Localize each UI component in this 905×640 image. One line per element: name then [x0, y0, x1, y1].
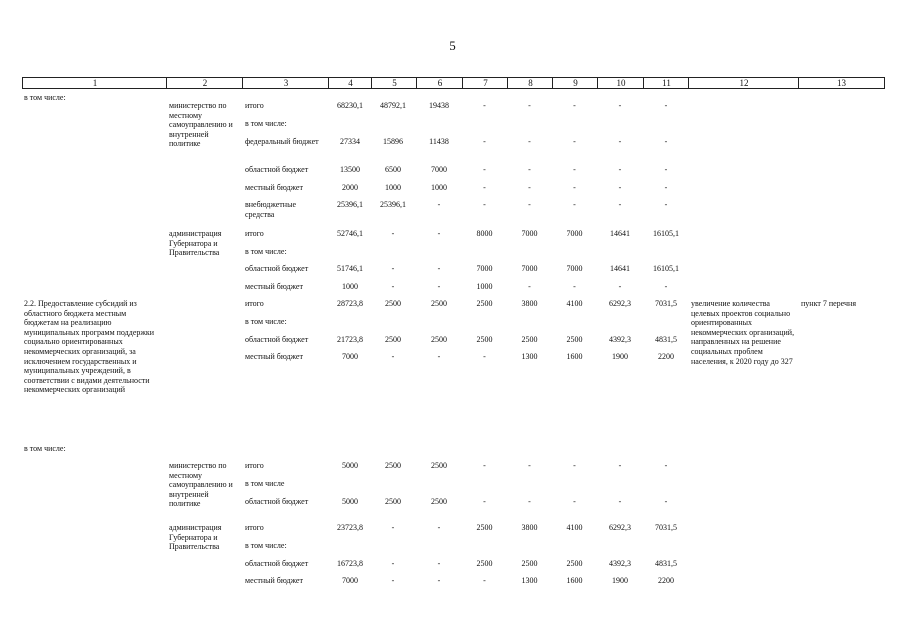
row-value-col9: -: [573, 497, 576, 506]
row-value-col10: 6292,3: [609, 523, 631, 532]
row-value-col7: -: [483, 183, 486, 192]
row-value-col11: -: [664, 137, 668, 146]
row-value-col4: 5000: [342, 461, 358, 470]
row-value-col11: 7031,5: [655, 299, 677, 308]
row-value-col10: 14641: [610, 264, 630, 273]
row-value-col11: -: [664, 497, 668, 506]
row-value-col9: 1600: [566, 576, 583, 585]
row-value-col5: 48792,1: [380, 101, 406, 110]
row-value-col10: -: [618, 183, 622, 192]
row-value-col11: -: [664, 282, 668, 291]
row-funding-source: внебюджетные средства: [245, 200, 296, 219]
row-value-col8: 1300: [521, 576, 538, 585]
row-value-col4: 52746,1: [337, 229, 363, 238]
row-value-col4: 5000: [342, 497, 358, 506]
row-value-col6: 11438: [429, 137, 449, 146]
row-value-col7: 8000: [476, 229, 493, 238]
row-item-name: 2.2. Предоставление субсидий из областного бюджета местным бюджетам на реализацию муниципальных программ поддержки социально ориентированных некоммерческих организаций, за исключением государственных и муниципальных учреждений, в соответствии с видами деятельности некоммерческих организаций: [24, 299, 155, 395]
row-value-col11: -: [664, 200, 668, 209]
column-header-12: 12: [688, 77, 799, 89]
row-value-col5: 1000: [385, 183, 401, 192]
row-value-col8: 2500: [521, 335, 538, 344]
column-header-1: 1: [22, 77, 167, 89]
row-funding-source: областной бюджет: [245, 497, 309, 506]
row-executor: министерство по местному самоуправлению и внутренней политике: [169, 101, 233, 149]
row-funding-source: федеральный бюджет: [245, 137, 319, 146]
row-value-col9: 4100: [566, 299, 583, 308]
row-value-col4: 7000: [342, 352, 358, 361]
row-value-col9: -: [573, 200, 576, 209]
row-value-col10: -: [618, 282, 622, 291]
row-value-col9: -: [573, 183, 576, 192]
row-value-col6: -: [437, 200, 441, 209]
row-value-col6: 2500: [431, 461, 447, 470]
row-funding-source: итого: [245, 101, 264, 110]
row-value-col5: 2500: [385, 461, 401, 470]
row-value-col5: -: [391, 559, 395, 568]
row-value-col7: -: [483, 461, 486, 470]
row-funding-source: местный бюджет: [245, 576, 303, 585]
row-value-col4: 28723,8: [337, 299, 363, 308]
row-value-col10: -: [618, 200, 622, 209]
row-funding-source: областной бюджет: [245, 264, 309, 273]
row-value-col11: 16105,1: [653, 264, 679, 273]
row-value-col9: 7000: [566, 229, 583, 238]
row-value-col6: -: [437, 264, 441, 273]
column-header-9: 9: [552, 77, 598, 89]
row-value-col7: 1000: [476, 282, 493, 291]
row-funding-source: итого: [245, 461, 264, 470]
column-header-13: 13: [798, 77, 885, 89]
row-value-col11: 2200: [658, 352, 674, 361]
row-value-col4: 68230,1: [337, 101, 363, 110]
row-funding-source: итого: [245, 229, 264, 238]
row-value-col11: -: [664, 183, 668, 192]
row-value-col4: 2000: [342, 183, 358, 192]
row-item-name: в том числе:: [24, 93, 66, 102]
row-funding-source: местный бюджет: [245, 282, 303, 291]
row-value-col9: 7000: [566, 264, 583, 273]
row-funding-source: в том числе:: [245, 317, 287, 326]
row-value-col6: -: [437, 229, 441, 238]
row-value-col10: 1900: [612, 352, 628, 361]
row-value-col10: -: [618, 101, 622, 110]
row-value-col8: -: [528, 461, 531, 470]
row-value-col9: -: [573, 282, 576, 291]
row-value-col8: -: [528, 165, 531, 174]
row-value-col7: 2500: [476, 559, 493, 568]
row-executor: министерство по местному самоуправлению и внутренней политике: [169, 461, 233, 509]
row-value-col5: 2500: [385, 335, 401, 344]
row-value-col7: -: [483, 137, 486, 146]
row-value-col7: 2500: [476, 299, 493, 308]
row-value-col6: -: [437, 523, 441, 532]
row-executor: администрация Губернатора и Правительства: [169, 523, 222, 552]
row-value-col6: -: [437, 559, 441, 568]
row-value-col6: 1000: [431, 183, 447, 192]
row-value-col11: 4831,5: [655, 335, 677, 344]
row-value-col4: 25396,1: [337, 200, 363, 209]
row-value-col10: 6292,3: [609, 299, 631, 308]
row-value-col4: 21723,8: [337, 335, 363, 344]
row-value-col7: 7000: [476, 264, 493, 273]
row-funding-source: в том числе:: [245, 119, 287, 128]
row-value-col8: -: [528, 183, 531, 192]
row-funding-source: итого: [245, 523, 264, 532]
row-value-col8: -: [528, 101, 531, 110]
row-funding-source: областной бюджет: [245, 335, 309, 344]
row-value-col10: 4392,3: [609, 559, 631, 568]
row-value-col10: 4392,3: [609, 335, 631, 344]
row-value-col9: -: [573, 461, 576, 470]
row-indicator: увеличение количества целевых проектов социально ориентированных некоммерческих организаций, направленных на решение социальных проблем населения, к 2020 году до 327: [691, 299, 795, 366]
row-value-col10: -: [618, 137, 622, 146]
row-reference: пункт 7 перечня: [801, 299, 857, 308]
row-value-col4: 1000: [342, 282, 358, 291]
row-value-col6: 2500: [431, 497, 447, 506]
row-value-col6: 2500: [431, 299, 447, 308]
row-value-col10: 14641: [610, 229, 630, 238]
row-value-col10: -: [618, 497, 622, 506]
row-value-col8: -: [528, 137, 531, 146]
page-number: 5: [449, 38, 456, 53]
row-value-col5: 6500: [385, 165, 401, 174]
row-value-col6: 19438: [429, 101, 449, 110]
row-value-col6: -: [437, 576, 441, 585]
row-value-col5: -: [391, 352, 395, 361]
row-value-col7: 2500: [476, 523, 493, 532]
row-value-col6: 7000: [431, 165, 447, 174]
row-value-col11: 2200: [658, 576, 674, 585]
row-value-col9: 2500: [566, 335, 583, 344]
column-header-4: 4: [328, 77, 372, 89]
row-value-col10: 1900: [612, 576, 628, 585]
row-value-col9: 4100: [566, 523, 583, 532]
row-value-col8: 3800: [521, 523, 538, 532]
row-value-col5: -: [391, 576, 395, 585]
row-funding-source: в том числе: [245, 479, 285, 488]
row-value-col4: 23723,8: [337, 523, 363, 532]
row-value-col7: -: [483, 200, 486, 209]
row-value-col11: 16105,1: [653, 229, 679, 238]
row-value-col9: -: [573, 137, 576, 146]
row-value-col8: 1300: [521, 352, 538, 361]
row-value-col7: -: [483, 352, 486, 361]
row-value-col8: 7000: [521, 229, 538, 238]
row-value-col8: 2500: [521, 559, 538, 568]
row-value-col8: 7000: [521, 264, 538, 273]
row-value-col11: 4831,5: [655, 559, 677, 568]
row-value-col8: 3800: [521, 299, 538, 308]
row-value-col8: -: [528, 200, 531, 209]
row-item-name: в том числе:: [24, 444, 66, 453]
row-value-col5: -: [391, 264, 395, 273]
row-value-col7: 2500: [476, 335, 493, 344]
row-value-col4: 27334: [340, 137, 360, 146]
row-value-col10: -: [618, 461, 622, 470]
row-value-col5: -: [391, 229, 395, 238]
row-value-col4: 16723,8: [337, 559, 363, 568]
row-funding-source: областной бюджет: [245, 559, 309, 568]
column-header-8: 8: [507, 77, 553, 89]
row-value-col6: -: [437, 352, 441, 361]
row-value-col8: -: [528, 497, 531, 506]
row-value-col7: -: [483, 497, 486, 506]
row-value-col4: 13500: [340, 165, 360, 174]
row-value-col5: 15896: [383, 137, 403, 146]
column-header-7: 7: [462, 77, 508, 89]
row-value-col9: -: [573, 101, 576, 110]
row-funding-source: в том числе:: [245, 541, 287, 550]
row-value-col9: -: [573, 165, 576, 174]
column-header-11: 11: [643, 77, 689, 89]
row-value-col6: -: [437, 282, 441, 291]
row-value-col7: -: [483, 101, 486, 110]
row-value-col4: 7000: [342, 576, 358, 585]
row-value-col11: -: [664, 461, 668, 470]
column-header-10: 10: [597, 77, 644, 89]
row-funding-source: местный бюджет: [245, 183, 303, 192]
column-header-5: 5: [371, 77, 417, 89]
column-header-2: 2: [166, 77, 243, 89]
row-value-col8: -: [528, 282, 531, 291]
row-value-col6: 2500: [431, 335, 447, 344]
row-value-col5: 25396,1: [380, 200, 406, 209]
row-value-col9: 2500: [566, 559, 583, 568]
row-value-col7: -: [483, 576, 486, 585]
row-value-col5: -: [391, 282, 395, 291]
row-value-col10: -: [618, 165, 622, 174]
row-value-col5: 2500: [385, 497, 401, 506]
row-funding-source: местный бюджет: [245, 352, 303, 361]
row-funding-source: в том числе:: [245, 247, 287, 256]
row-value-col4: 51746,1: [337, 264, 363, 273]
column-header-6: 6: [416, 77, 463, 89]
row-value-col11: -: [664, 101, 668, 110]
row-funding-source: областной бюджет: [245, 165, 309, 174]
row-funding-source: итого: [245, 299, 264, 308]
row-value-col5: 2500: [385, 299, 401, 308]
row-value-col11: -: [664, 165, 668, 174]
row-value-col11: 7031,5: [655, 523, 677, 532]
row-value-col9: 1600: [566, 352, 583, 361]
row-executor: администрация Губернатора и Правительства: [169, 229, 222, 258]
column-header-3: 3: [242, 77, 329, 89]
row-value-col5: -: [391, 523, 395, 532]
row-value-col7: -: [483, 165, 486, 174]
